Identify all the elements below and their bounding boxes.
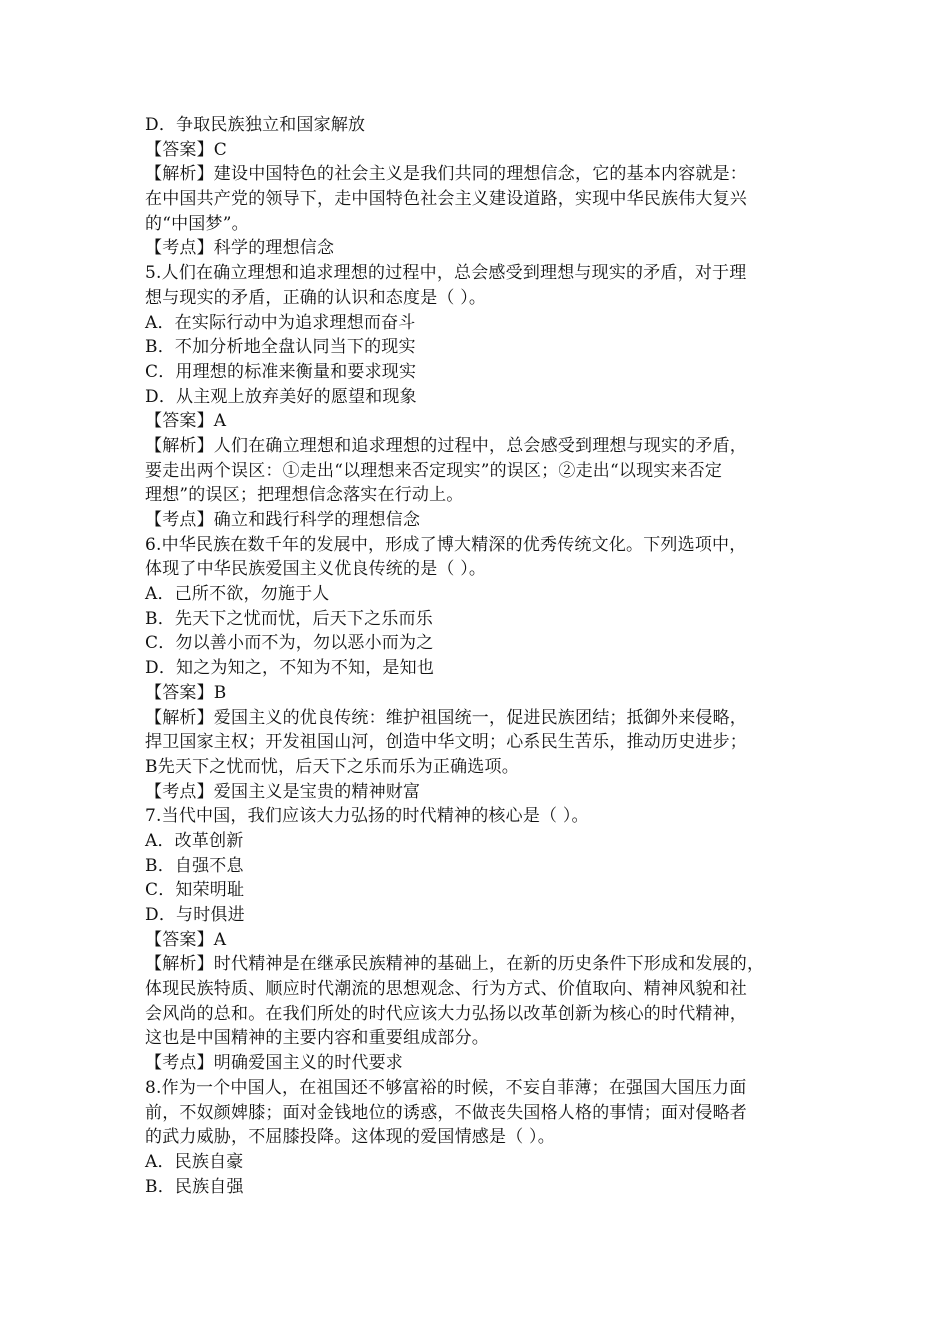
question-5 bbox=[145, 261, 825, 533]
analysis-line: 理想”的误区；把理想信念落实在行动上。 bbox=[145, 485, 464, 506]
analysis-line: 【解析】时代精神是在继承民族精神的基础上，在新的历史条件下形成和发展的， bbox=[145, 954, 765, 975]
question-stem: 体现了中华民族爱国主义优良传统的是（ ）。 bbox=[145, 559, 487, 580]
option-b: B．先天下之忧而忧，后天下之乐而乐 bbox=[145, 608, 433, 629]
option-b: B．不加分析地全盘认同当下的现实 bbox=[145, 337, 416, 358]
question-stem: 5.人们在确立理想和追求理想的过程中，总会感受到理想与现实的矛盾，对于理 bbox=[145, 263, 747, 284]
option-b: B．自强不息 bbox=[145, 855, 244, 876]
analysis-line: B先天下之忧而忧，后天下之乐而乐为正确选项。 bbox=[145, 756, 519, 777]
analysis-line: 【解析】爱国主义的优良传统：维护祖国统一，促进民族团结；抵御外来侵略， bbox=[145, 707, 747, 728]
option-d: D．知之为知之，不知为不知，是知也 bbox=[145, 658, 435, 679]
question-stem: 8.作为一个中国人，在祖国还不够富裕的时候，不妄自菲薄；在强国大国压力面 bbox=[145, 1077, 747, 1098]
topic-line: 【考点】明确爱国主义的时代要求 bbox=[145, 1053, 403, 1074]
analysis-line: 这也是中国精神的主要内容和重要组成部分。 bbox=[145, 1028, 489, 1049]
question-stem: 想与现实的矛盾，正确的认识和态度是（ ）。 bbox=[145, 287, 487, 308]
analysis-line: 【解析】建设中国特色的社会主义是我们共同的理想信念，它的基本内容就是： bbox=[145, 164, 747, 185]
q4-tail bbox=[145, 113, 825, 261]
option-c: C．用理想的标准来衡量和要求现实 bbox=[145, 361, 417, 382]
question-6 bbox=[145, 533, 825, 805]
option-d: D．从主观上放弃美好的愿望和现象 bbox=[145, 386, 417, 407]
question-7 bbox=[145, 804, 825, 1076]
analysis-line: 捍卫国家主权；开发祖国山河，创造中华文明；心系民生苦乐，推动历史进步； bbox=[145, 732, 747, 753]
option-a: A．在实际行动中为追求理想而奋斗 bbox=[145, 312, 416, 333]
analysis-line: 在中国共产党的领导下，走中国特色社会主义建设道路，实现中华民族伟大复兴 bbox=[145, 189, 747, 210]
topic-line: 【考点】科学的理想信念 bbox=[145, 238, 335, 259]
question-stem: 的武力威胁，不屈膝投降。这体现的爱国情感是（ ）。 bbox=[145, 1127, 555, 1148]
question-stem: 前，不奴颜婢膝；面对金钱地位的诱惑，不做丧失国格人格的事情；面对侵略者 bbox=[145, 1102, 747, 1123]
topic-line: 【考点】爱国主义是宝贵的精神财富 bbox=[145, 781, 421, 802]
question-stem: 7.当代中国，我们应该大力弘扬的时代精神的核心是（ ）。 bbox=[145, 806, 589, 827]
analysis-line: 会风尚的总和。在我们所处的时代应该大力弘扬以改革创新为核心的时代精神， bbox=[145, 1003, 747, 1024]
analysis-line: 的“中国梦”。 bbox=[145, 213, 249, 234]
option-b: B．民族自强 bbox=[145, 1176, 244, 1197]
option-c: C．知荣明耻 bbox=[145, 880, 245, 901]
answer-line: 【答案】A bbox=[145, 929, 227, 950]
answer-line: 【答案】B bbox=[145, 682, 227, 703]
option-d: D．争取民族独立和国家解放 bbox=[145, 115, 366, 135]
answer-line: 【答案】A bbox=[145, 411, 227, 432]
option-a: A．己所不欲，勿施于人 bbox=[145, 584, 330, 605]
document-page bbox=[145, 113, 825, 1199]
question-stem: 6.中华民族在数千年的发展中，形成了博大精深的优秀传统文化。下列选项中， bbox=[145, 534, 747, 555]
answer-line: 【答案】C bbox=[145, 139, 228, 160]
analysis-line: 要走出两个误区：①走出“以理想来否定现实”的误区；②走出“以现实来否定 bbox=[145, 460, 723, 481]
option-a: A．改革创新 bbox=[145, 830, 244, 851]
option-d: D．与时俱进 bbox=[145, 905, 245, 925]
option-a: A．民族自豪 bbox=[145, 1151, 244, 1172]
option-c: C．勿以善小而不为，勿以恶小而为之 bbox=[145, 633, 434, 654]
analysis-line: 体现民族特质、顺应时代潮流的思想观念、行为方式、价值取向、精神风貌和社 bbox=[145, 979, 747, 1000]
topic-line: 【考点】确立和践行科学的理想信念 bbox=[145, 510, 421, 530]
analysis-line: 【解析】人们在确立理想和追求理想的过程中，总会感受到理想与现实的矛盾， bbox=[145, 435, 747, 456]
question-8 bbox=[145, 1076, 825, 1199]
